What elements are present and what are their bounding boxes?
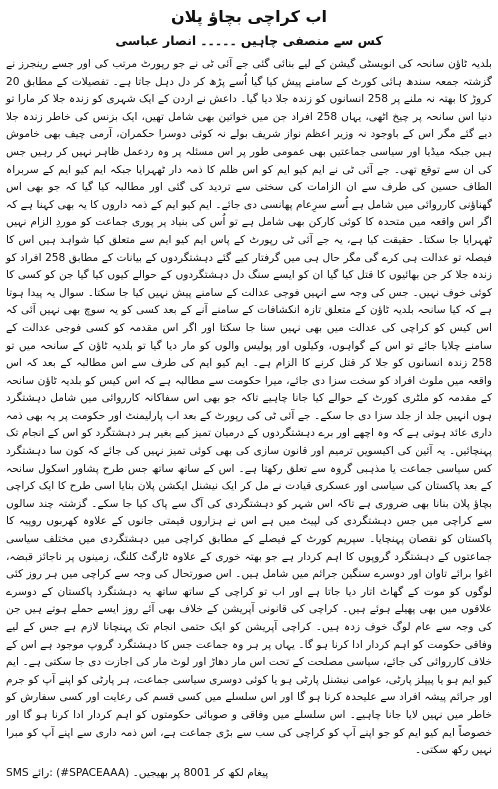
article-body <box>6 56 492 757</box>
sms-feedback-line: SMS رائے: (#SPACEAAA) پیغام لکھ کر 8001 پر بھیجیں۔ <box>6 767 269 779</box>
article-headline: اب کراچی بچاؤ پلان <box>170 7 328 26</box>
sms-instruction: پیغام لکھ کر 8001 پر بھیجیں۔ <box>132 767 269 779</box>
article-paragraph: بلدیہ ٹاؤن سانحہ کی انویسٹی گیشن کے لیے بنائی گئی جے آئی ٹی نے جو رپورٹ مرتب کی اور جسے رینجرز نے گزشتہ جمعہ سندھ ہائی کورٹ کے سامنے پیش کیا گیا اُسے پڑھ کر دل دہل جاتا ہے۔ تفصیلات کے مطابق 20 کروڑ کا بھتہ نہ ملنے پر 258 انسانوں کو زندہ جلا دیا گیا۔ داعش نے اردن کے ایک شہری کو زندہ جلا کر مارا تو دنیا اس سانحہ پر چیخ اٹھی، یہاں 258 افراد جن میں خواتین بھی شامل تھیں، ایک بزنس کی خاطر زندہ جلا دیے گئے مگر اس کے باوجود نہ وزیر اعظم نواز شریف بولے نہ کوئی دوسرا حکمران، آرمی چیف بھی خاموش ہیں جبکہ میڈیا اور سیاسی جماعتیں بھی عمومی طور پر اس مسئلہ پر وہ ردعمل ظاہر نہیں کر رہیں جس کی ان سے توقع تھی۔ جے آئی ٹی نے ایم کیو ایم کو اس ظلم کا ذمہ دار ٹھہرایا جبکہ ایم کیو ایم کے سربراہ الطاف حسین کی طرف سے ان الزامات کی سختی سے تردید کی گئی اور مطالبہ کیا گیا کہ جو بھی اس گھناؤنی کارروائی میں شامل ہے اُسے سرِعام پھانسی دی جائے۔ ایم کیو ایم کے ذمہ داروں کا یہ بھی کہنا ہے کہ اگر اس واقعہ میں متحدہ کا کوئی کارکن بھی شامل ہے تو اُس کی بنیاد پر پوری جماعت کو موردِ الزام نہیں ٹھہرایا جا سکتا۔ حقیقت کیا ہے، یہ جے آئی ٹی رپورٹ کے پاس ایم کیو ایم سے متعلق کیا شواہد ہیں اس کا فیصلہ تو عدالت ہی کرے گی مگر حال ہی میں گرفتار کیے گئے دہشتگردوں کے بیانات کے مطابق 258 افراد کو زندہ جلا کر جن بھائیوں کا قتل کیا گیا ان کو ایسے سنگ دل دہشتگردوں کے حوالے کیوں کیا گیا جن کو کسی کا کوئی خوف نہیں۔ جس کی وجہ سے انہیں فوجی عدالت کے سامنے پیش نہیں کیا جا سکتا۔ سوال یہ پیدا ہوتا ہے کہ کیا سانحہ بلدیہ ٹاؤن کے متعلق تازہ انکشافات کے سامنے آنے کے بعد کسی کو یہ سوچ بھی نہیں آئی کہ اس کیس کو کراچی کی عدالت میں بھی نہیں سنا جا سکتا اور اگر اس مقدمہ کو کسی فوجی عدالت کے سامنے چلایا جائے تو اس کے گواہوں، وکیلوں اور پولیس والوں کو مار دیا گیا تو بلدیہ ٹاؤن کے سانحہ میں تو 258 زندہ انسانوں کو جلا کر قتل کرنے کا الزام ہے۔ ایم کیو ایم کی طرف سے اس مطالبہ کے بعد کہ اس واقعہ میں ملوث افراد کو سخت سزا دی جائے، میرا حکومت سے مطالبہ ہے کہ اس کیس کو بلدیہ ٹاؤن سانحہ کے مقدمہ کو ملٹری کورٹ کے حوالے کیا جانا چاہیے تاکہ جو بھی اس سفاکانہ کارروائی میں شامل دہشتگرد ہوں انہیں جلد از جلد سزا دی جا سکے۔ جے آئی ٹی کی رپورٹ کے بعد اب پارلیمنٹ اور حکومت پر یہ بھی ذمہ داری عائد ہوتی ہے کہ وہ اچھے اور برے دہشتگردوں کے درمیان تمیز کیے بغیر ہر دہشتگرد کو اس کے انجام تک پہنچائیں۔ یہ آئین کی اکیسویں ترمیم اور قانون سازی کی بھی کوئی تمیز نہیں کی جائے کہ کون سا دہشتگرد کس سیاسی جماعت یا مذہبی گروہ سے تعلق رکھتا ہے۔ اس کے ساتھ ساتھ جس طرح پشاور اسکول سانحہ کے بعد پاکستان کی سیاسی اور عسکری قیادت نے مل کر ایک نیشنل ایکشن پلان بنایا اسی طرح کا ایک کراچی بچاؤ پلان بنانا بھی ضروری ہے تاکہ اس شہر کو دہشتگردی کی آگ سے پاک کیا جا سکے۔ گزشتہ چند سالوں سے کراچی میں جس دہشتگردی کی لپیٹ میں ہے اس نے ہزاروں قیمتی جانوں کے علاوہ کھربوں روپیہ کا پاکستان کو نقصان پہنچایا۔ سپریم کورٹ کے فیصلے کے مطابق کراچی میں دہشتگردی میں مختلف سیاسی جماعتوں کے دہشتگرد گروپوں کا اہم کردار ہے جو بھتہ خوری کے علاوہ ٹارگٹ کلنگ، زمینوں پر ناجائز قبضہ، اغوا برائے تاوان اور دوسرے سنگین جرائم میں شامل ہیں۔ اس صورتحال کی وجہ سے کراچی میں ہر روز کئی لوگوں کو موت کے گھاٹ اتار دیا جاتا ہے اور اب تو کراچی کے ساتھ ساتھ یہ دہشتگرد پاکستان کے دوسرے علاقوں میں بھی پھیلے ہوئے ہیں۔ کراچی کی قانونی آپریشن کے خلاف بھی آئے روز ایسے حملے ہوتے ہیں جن کی وجہ سے عام لوگ خوف زدہ ہیں۔ کراچی آپریشن کو ایک حتمی انجام تک پہنچانا لازم ہے جس کے لیے وفاقی حکومت کو اہم کردار ادا کرنا ہو گا۔ یہاں پر ہر وہ جماعت جس کا دہشتگرد گروپ موجود ہے اس کے خلاف کارروائی کی جائے، سیاسی مصلحت کے تحت اس مار دھاڑ اور لوٹ مار کی اجازت دی جا سکتی ہے۔ ایم کیو ایم ہو یا پیپلز پارٹی، عوامی نیشنل پارٹی ہو یا کوئی دوسری سیاسی جماعت، ہر پارٹی کو اپنے آپ کو جرم اور جرائم پیشہ افراد سے علیحدہ کرنا ہو گا اور اس سلسلے میں کسی قسم کی رعایت اور کسی سفارش کو خاطر میں نہیں لایا جانا چاہیے۔ اس سلسلے میں وفاقی و صوبائی حکومتوں کو اہم کردار ادا کرنا ہو گا اور خصوصاً ایم کیو ایم کو جو اپنے آپ کو کراچی کی سب سے بڑی جماعت ہے، اس ذمہ داری سے اپنے آپ کو مبرا نہیں رکھ سکتی۔ <box>6 58 492 757</box>
article-subtitle: کس سے منصفی چاہیں <box>240 33 383 48</box>
sms-code: #SPACEAAA <box>60 767 126 779</box>
byline-separator: ۔۔۔۔۔ <box>200 33 237 48</box>
sms-label: SMS رائے: <box>6 767 53 779</box>
article-author: انصار عباسی <box>115 33 197 48</box>
article-byline <box>6 32 492 50</box>
